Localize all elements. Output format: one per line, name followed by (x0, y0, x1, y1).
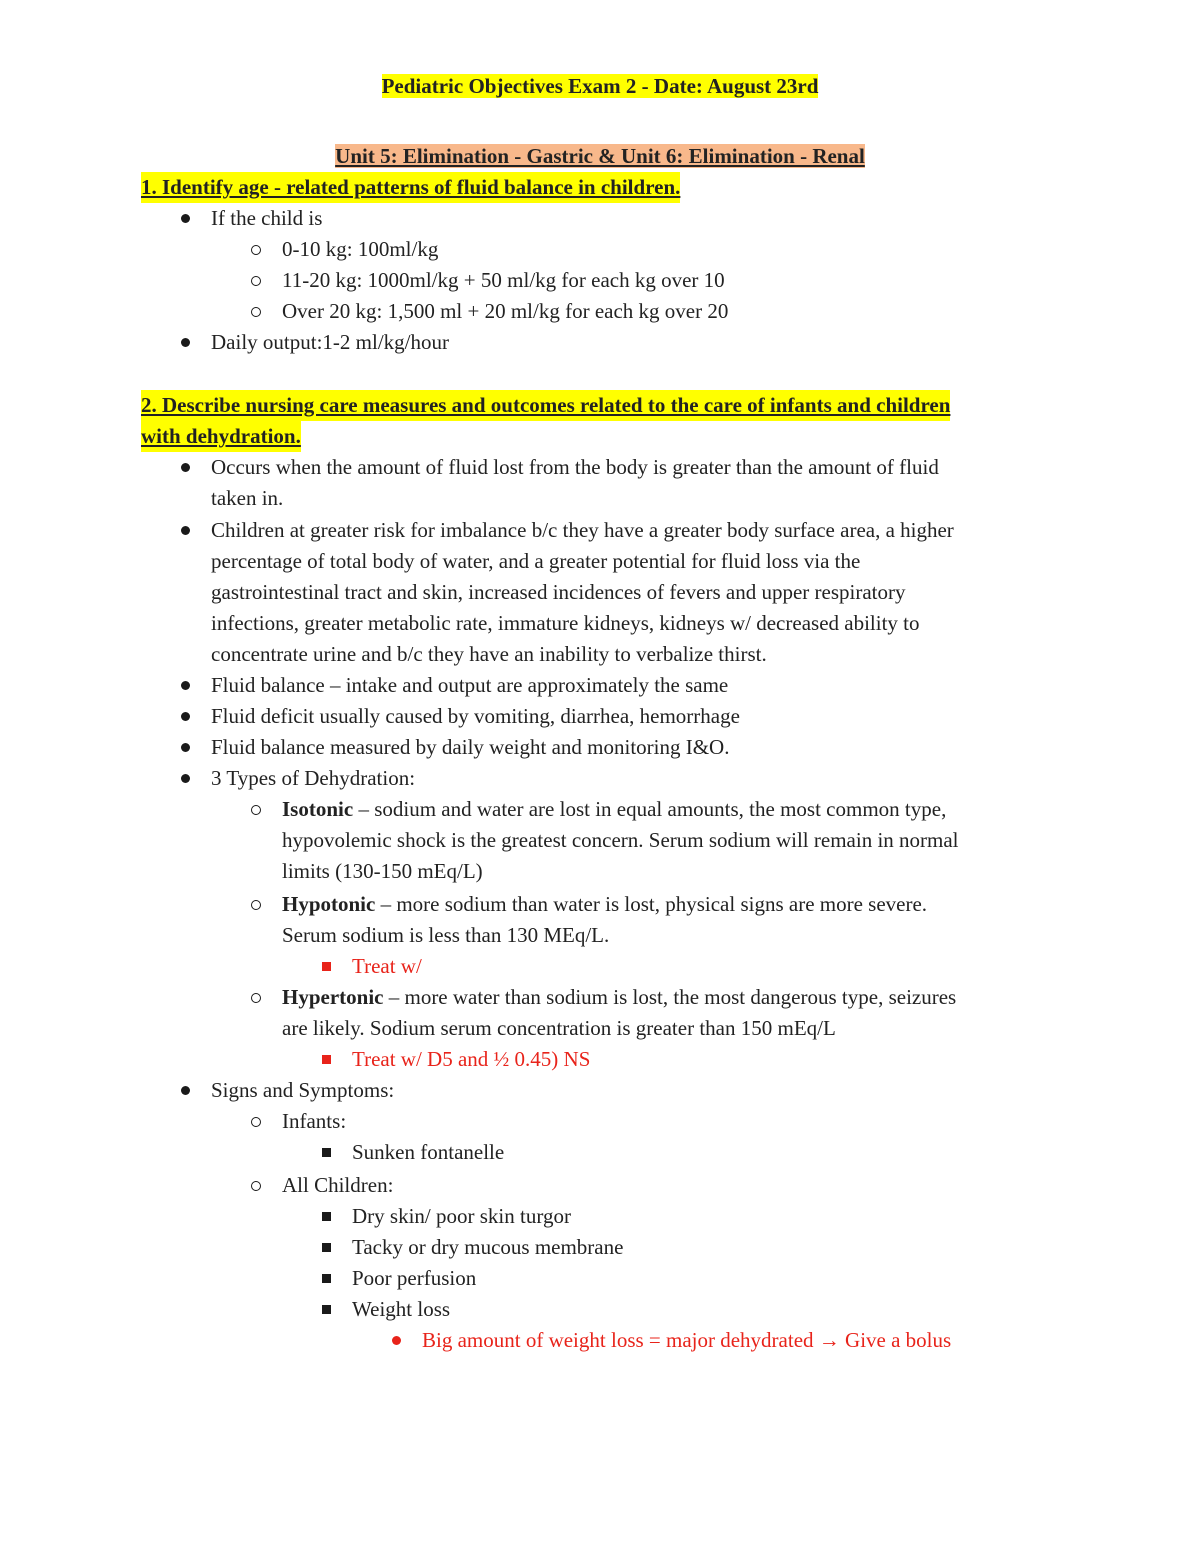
bullet-square-icon (315, 1232, 337, 1263)
objective-2-heading-cont: with dehydration. (141, 421, 301, 452)
definition-text: – more water than sodium is lost, the most dangerous type, seizures (383, 985, 957, 1009)
bullet-square-icon (315, 1201, 337, 1232)
list-item-text: Daily output:1-2 ml/kg/hour (211, 330, 449, 354)
bullet-dot-icon (174, 763, 196, 794)
treatment-note: Treat w/ D5 and ½ 0.45) NS (352, 1047, 591, 1071)
list-item-text: Fluid deficit usually caused by vomiting, diarrhea, hemorrhage (211, 704, 740, 728)
bullet-dot-icon (174, 701, 196, 732)
list-item-text: percentage of total body of water, and a greater potential for fluid loss via the (211, 549, 861, 573)
list-item-text: Poor perfusion (352, 1266, 477, 1290)
term-hypertonic: Hypertonic (282, 985, 384, 1009)
list-item-text: gastrointestinal tract and skin, increased incidences of fevers and upper respiratory (211, 580, 906, 604)
bullet-square-icon (315, 1263, 337, 1294)
bullet-dot-icon (174, 670, 196, 701)
bullet-dot-icon (174, 203, 196, 234)
list-item-text: hypovolemic shock is the greatest concern. Serum sodium will remain in normal (282, 828, 959, 852)
term-isotonic: Isotonic (282, 797, 354, 821)
objective-1-heading: 1. Identify age - related patterns of fluid balance in children. (141, 172, 680, 203)
list-item-text: Tacky or dry mucous membrane (352, 1235, 624, 1259)
bullet-circle-icon (245, 794, 267, 825)
bullet-circle-icon (245, 296, 267, 327)
list-item-text (282, 794, 946, 825)
list-item-text: Children at greater risk for imbalance b/c they have a greater body surface area, a higher (211, 518, 954, 542)
bullet-circle-icon (245, 1170, 267, 1201)
bullet-dot-icon (174, 515, 196, 546)
weight-loss-note: Big amount of weight loss = major dehydrated → Give a bolus (422, 1328, 952, 1352)
bullet-square-red-icon (315, 951, 337, 982)
list-item-text: concentrate urine and b/c they have an inability to verbalize thirst. (211, 642, 767, 666)
list-item-text: Fluid balance – intake and output are approximately the same (211, 673, 729, 697)
list-item-text: Fluid balance measured by daily weight and monitoring I&O. (211, 735, 730, 759)
list-item-text (282, 889, 927, 920)
bullet-circle-icon (245, 1106, 267, 1137)
list-item-text: Serum sodium is less than 130 MEq/L. (282, 923, 610, 947)
list-item-text: taken in. (211, 486, 284, 510)
list-item-text: infections, greater metabolic rate, immature kidneys, kidneys w/ decreased ability to (211, 611, 920, 635)
list-item-text: If the child is (211, 206, 323, 230)
list-item-text: All Children: (282, 1173, 394, 1197)
bullet-dot-icon (174, 327, 196, 358)
list-item-text: 3 Types of Dehydration: (211, 766, 416, 790)
unit-heading-line (0, 141, 1200, 172)
bullet-dot-icon (174, 452, 196, 483)
list-item-text: are likely. Sodium serum concentration is greater than 150 mEq/L (282, 1016, 836, 1040)
list-item-text: Occurs when the amount of fluid lost from the body is greater than the amount of fluid (211, 455, 939, 479)
list-item-text: Infants: (282, 1109, 347, 1133)
doc-title-line (0, 71, 1200, 102)
list-item-text: 11-20 kg: 1000ml/kg + 50 ml/kg for each kg over 10 (282, 268, 725, 292)
list-item-text: 0-10 kg: 100ml/kg (282, 237, 439, 261)
objective-2-heading: 2. Describe nursing care measures and outcomes related to the care of infants and children (141, 390, 950, 421)
bullet-square-icon (315, 1137, 337, 1168)
bullet-square-icon (315, 1294, 337, 1325)
definition-text: – more sodium than water is lost, physical signs are more severe. (375, 892, 928, 916)
list-item-text: limits (130-150 mEq/L) (282, 859, 483, 883)
list-item-text (282, 982, 956, 1013)
treatment-note: Treat w/ (352, 954, 422, 978)
list-item-text: Over 20 kg: 1,500 ml + 20 ml/kg for each kg over 20 (282, 299, 729, 323)
bullet-dot-icon (174, 1075, 196, 1106)
list-item-text: Dry skin/ poor skin turgor (352, 1204, 571, 1228)
doc-title: Pediatric Objectives Exam 2 - Date: August 23rd (381, 74, 819, 98)
bullet-circle-icon (245, 234, 267, 265)
bullet-dot-red-icon (385, 1325, 407, 1356)
list-item-text: Weight loss (352, 1297, 451, 1321)
term-hypotonic: Hypotonic (282, 892, 376, 916)
bullet-circle-icon (245, 889, 267, 920)
definition-text: – sodium and water are lost in equal amounts, the most common type, (353, 797, 947, 821)
bullet-circle-icon (245, 982, 267, 1013)
bullet-circle-icon (245, 265, 267, 296)
bullet-square-red-icon (315, 1044, 337, 1075)
unit-heading: Unit 5: Elimination - Gastric & Unit 6: Elimination - Renal (335, 144, 865, 168)
list-item-text: Signs and Symptoms: (211, 1078, 395, 1102)
list-item-text: Sunken fontanelle (352, 1140, 505, 1164)
bullet-dot-icon (174, 732, 196, 763)
